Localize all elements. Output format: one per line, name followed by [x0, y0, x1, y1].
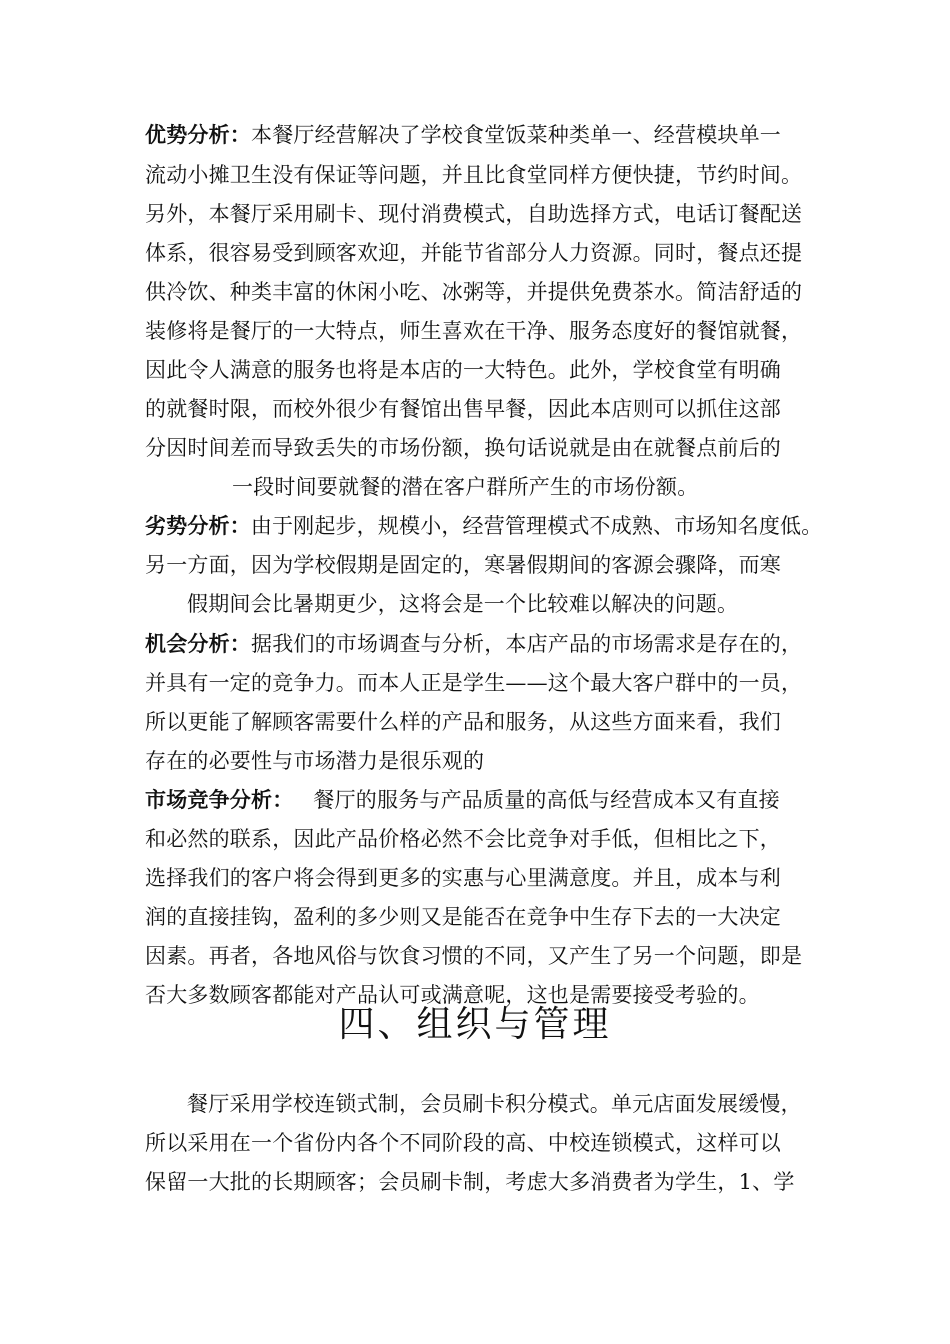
opportunity-line-3: 所以更能了解顾客需要什么样的产品和服务，从这些方面来看，我们	[145, 710, 781, 734]
disadvantage-line-1: 劣势分析：由于刚起步，规模小，经营管理模式不成熟、市场知名度低。	[145, 513, 823, 538]
advantage-line-6: 装修将是餐厅的一大特点，师生喜欢在干净、服务态度好的餐馆就餐，	[145, 319, 803, 343]
opportunity-line-1: 机会分析：据我们的市场调查与分析，本店产品的市场需求是存在的，	[145, 631, 803, 656]
section-heading: 四、组织与管理	[338, 1004, 612, 1045]
competition-label: 市场竞争分析：	[145, 787, 294, 812]
competition-line-2: 和必然的联系，因此产品价格必然不会比竞争对手低，但相比之下，	[145, 827, 781, 851]
organization-line-3: 保留一大批的长期顾客；会员刷卡制，考虑大多消费者为学生，1、学	[145, 1170, 795, 1194]
competition-line-5: 因素。再者，各地风俗与饮食习惯的不同，又产生了另一个问题，即是	[145, 944, 803, 968]
opportunity-line-2: 并具有一定的竞争力。而本人正是学生——这个最大客户群中的一员，	[145, 671, 803, 695]
opportunity-line-4: 存在的必要性与市场潜力是很乐观的	[145, 749, 485, 773]
organization-line-1: 餐厅采用学校连锁式制，会员刷卡积分模式。单元店面发展缓慢，	[187, 1092, 802, 1116]
competition-line-6: 否大多数顾客都能对产品认可或满意呢，这也是需要接受考验的。	[145, 983, 760, 1007]
organization-line-2: 所以采用在一个省份内各个不同阶段的高、中校连锁模式，这样可以	[145, 1131, 781, 1155]
opportunity-label: 机会分析：	[145, 631, 251, 656]
disadvantage-line-2: 另一方面，因为学校假期是固定的，寒暑假期间的客源会骤降，而寒	[145, 553, 781, 577]
advantage-line-2: 流动小摊卫生没有保证等问题，并且比食堂同样方便快捷，节约时间。	[145, 163, 803, 187]
advantage-line-1: 优势分析：本餐厅经营解决了学校食堂饭菜种类单一、经营模块单一	[145, 122, 781, 147]
advantage-line-8: 的就餐时限，而校外很少有餐馆出售早餐，因此本店则可以抓住这部	[145, 397, 781, 421]
advantage-label: 优势分析：	[145, 122, 251, 147]
advantage-line-7: 因此令人满意的服务也将是本店的一大特色。此外，学校食堂有明确	[145, 358, 781, 382]
advantage-line-9: 分因时间差而导致丢失的市场份额，换句话说就是由在就餐点前后的	[145, 436, 781, 460]
competition-line-3: 选择我们的客户将会得到更多的实惠与心里满意度。并且，成本与利	[145, 866, 781, 890]
disadvantage-label: 劣势分析：	[145, 513, 251, 538]
advantage-line-3: 另外，本餐厅采用刷卡、现付消费模式，自助选择方式，电话订餐配送	[145, 202, 803, 226]
advantage-line-4: 体系，很容易受到顾客欢迎，并能节省部分人力资源。同时，餐点还提	[145, 241, 803, 265]
advantage-line-10: 一段时间要就餐的潜在客户群所产生的市场份额。	[232, 475, 699, 499]
competition-line-4: 润的直接挂钩，盈利的多少则又是能否在竞争中生存下去的一大决定	[145, 905, 781, 929]
competition-line-1: 市场竞争分析： 餐厅的服务与产品质量的高低与经营成本又有直接	[145, 787, 780, 812]
advantage-line-5: 供冷饮、种类丰富的休闲小吃、冰粥等，并提供免费茶水。简洁舒适的	[145, 280, 803, 304]
disadvantage-line-3: 假期间会比暑期更少，这将会是一个比较难以解决的问题。	[187, 592, 739, 616]
